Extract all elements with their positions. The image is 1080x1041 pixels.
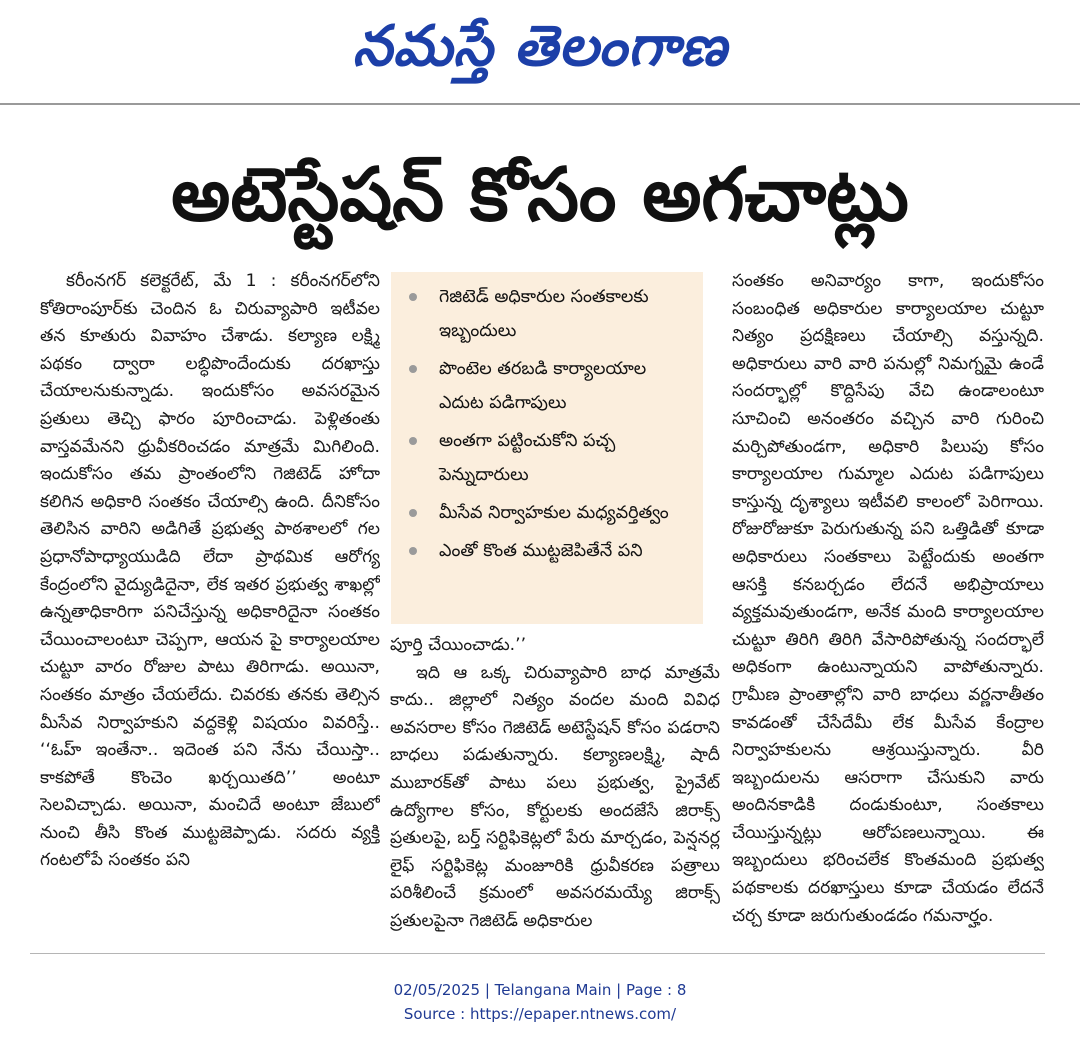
bullet-icon [409,293,417,301]
article-column-1 [40,268,380,940]
highlights-list [405,280,693,568]
article-paragraph: ఇది ఆ ఒక్క చిరువ్యాపారి బాధ మాత్రమే కాదు.. జిల్లాలో నిత్యం వందల మంది వివిధ అవసరాల కోసం గెజిటెడ్ అటెస్టేషన్ కోసం పడరాని బాధలు పడుతున్నారు. కల్యాణలక్ష్మి, షాదీ ముబారక్‌తో పాటు పలు ప్రభుత్వ, ప్రైవేట్ ఉద్యోగాల కోసం, కోర్టులకు అందజేసే జిరాక్స్ ప్రతులపై, బర్త్ సర్టిఫికెట్లలో పేరు మార్చడం, పెన్షనర్ల లైఫ్ సర్టిఫికెట్ల మంజూరికి ధ్రువీకరణ పత్రాలు పరిశీలించే క్రమంలో అవసరమయ్యే జిరాక్స్ ప్రతులపైనా గెజిటెడ్ అధికారుల [390,662,720,931]
bullet-icon [409,365,417,373]
footer [0,978,1080,1026]
footer-divider [30,953,1045,954]
highlight-item: పొంటెల తరబడి కార్యాలయాల ఎదుట పడిగాపులు [405,352,693,420]
article-column-2 [390,632,720,940]
highlights-box [391,272,703,624]
masthead-divider [0,103,1080,105]
highlight-item: మీసేవ నిర్వాహకుల మధ్యవర్తిత్వం [405,496,693,530]
bullet-icon [409,437,417,445]
article-paragraph: కరీంనగర్ కలెక్టరేట్, మే 1 : కరీంనగర్‌లోని కోతిరాంపూర్‌కు చెందిన ఓ చిరువ్యాపారి ఇటీవల తన కూతురు వివాహం చేశాడు. కల్యాణ లక్ష్మి పథకం ద్వారా లబ్ధిపొందేందుకు దరఖాస్తు చేయాలనుకున్నాడు. ఇందుకోసం అవసరమైన ప్రతులు తెచ్చి ఫారం పూరించాడు. పెళ్లితంతు వాస్తవమేనని ధ్రువీకరించడం మాత్రమే మిగిలింది. ఇందుకోసం తమ ప్రాంతంలోని గెజిటెడ్ హోదా కలిగిన అధికారి సంతకం చేయాల్సి ఉంది. దీనికోసం తెలిసిన వారిని అడిగితే ప్రభుత్వ పాఠశాలలో గల ప్రధానోపాధ్యాయుడిది లేదా ప్రాథమిక ఆరోగ్య కేంద్రంలోని వైద్యుడిదైనా, లేక ఇతర ప్రభుత్వ శాఖల్లో ఉన్నతాధికారిగా పనిచేస్తున్న అధికారిదైనా సంతకం చేయించాలంటూ చెప్పగా, ఆయన పై కార్యాలయాల చుట్టూ వారం రోజుల పాటు తిరిగాడు. అయినా, సంతకం మాత్రం చేయలేదు. చివరకు తనకు తెల్సిన మీసేవ నిర్వాహకుని వద్దకెళ్లి విషయం వివరిస్తే.. ‘‘ఓహ్ ఇంతేనా.. ఇదెంత పని నేను చేయిస్తా.. కాకపోతే కొంచెం ఖర్చయితది’’ అంటూ సెలవిచ్చాడు. అయినా, మంచిదే అంటూ జేబులో నుంచి తీసి కొంత ముట్టజెప్పాడు. సదరు వ్యక్తి గంటలోపే సంతకం పని [40,271,380,871]
highlight-item: అంతగా పట్టించుకోని పచ్చ పెన్నుదారులు [405,424,693,492]
article-paragraph: పూర్తి చేయించాడు.’’ [390,635,527,655]
edition-info: 02/05/2025 | Telangana Main | Page : 8 [393,981,687,999]
bullet-icon [409,547,417,555]
article-paragraph: సంతకం అనివార్యం కాగా, ఇందుకోసం సంబంధిత అధికారుల కార్యాలయాల చుట్టూ నిత్యం ప్రదక్షిణలు చేయాల్సి వస్తున్నది. అధికారులు వారి వారి పనుల్లో నిమగ్నమై ఉండే సందర్భాల్లో కొద్దిసేపు వేచి ఉండాలంటూ సూచించి అనంతరం వచ్చిన వారి గురించి మర్చిపోతుండగా, అధికారి పిలుపు కోసం కార్యాలయాల గుమ్మాల ఎదుట పడిగాపులు కాస్తున్న దృశ్యాలు ఇటీవలి కాలంలో పెరిగాయి. రోజురోజుకూ పెరుగుతున్న పని ఒత్తిడితో కూడా అధికారులు సంతకాలు పెట్టేందుకు అంతగా ఆసక్తి కనబర్చడం లేదనే అభిప్రాయాలు వ్యక్తమవుతుండగా, అనేక మంది కార్యాలయాల చుట్టూ తిరిగి తిరిగి వేసారిపోతున్న సందర్భాలే అధికంగా ఉంటున్నాయని వాపోతున్నారు. గ్రామీణ ప్రాంతాల్లోని వారి బాధలు వర్ణనాతీతం కావడంతో చేసేదేమీ లేక మీసేవ కేంద్రాల నిర్వాహకులను ఆశ్రయిస్తున్నారు. వీరి ఇబ్బందులను ఆసరాగా చేసుకుని వారు అందినకాడికి దండుకుంటూ, సంతకాలు చేయిస్తున్నట్లు ఆరోపణలున్నాయి. ఈ ఇబ్బందులు భరించలేక కొంతమంది ప్రభుత్వ పథకాలకు దరఖాస్తులు కూడా చేయడం లేదనే చర్చ కూడా జరుగుతుండడం గమనార్హం. [732,271,1044,926]
newspaper-logo: నమస్తే తెలంగాణ [352,13,728,79]
bullet-icon [409,509,417,517]
article-headline: అటెస్టేషన్ కోసం అగచాట్లు [171,152,909,238]
masthead [0,0,1080,92]
highlight-item: ఎంతో కొంత ముట్టజెపితేనే పని [405,534,693,568]
highlight-item: గెజిటెడ్ అధికారుల సంతకాలకు ఇబ్బందులు [405,280,693,348]
article-column-3 [732,268,1044,940]
source-link[interactable]: Source : https://epaper.ntnews.com/ [403,1005,677,1023]
